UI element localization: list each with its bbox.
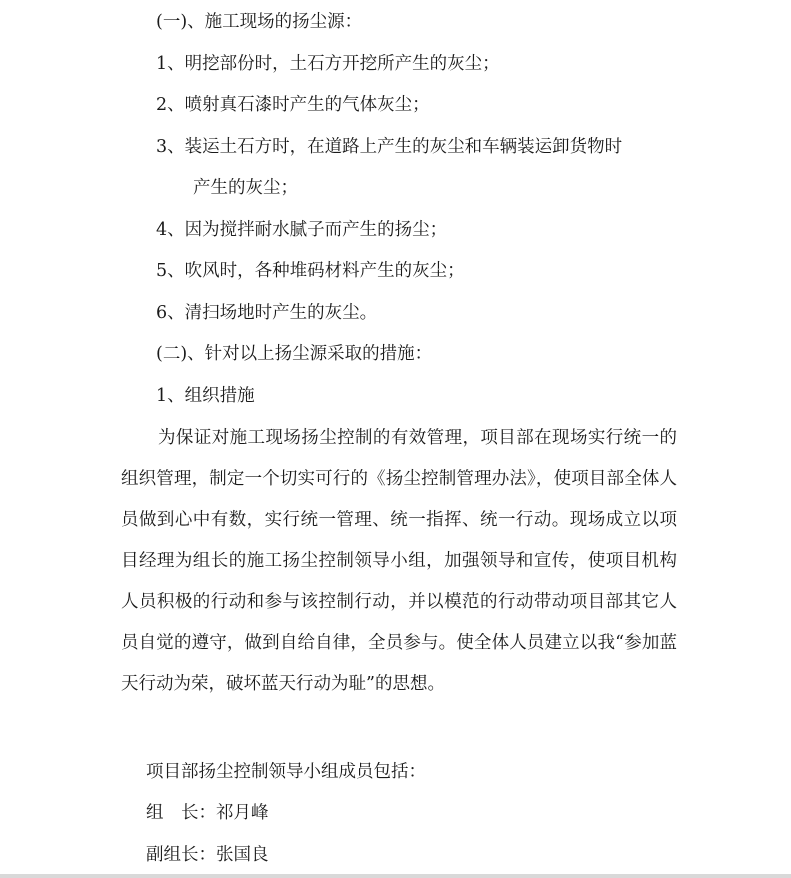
- list-item-continuation: 产生的灰尘；: [193, 178, 298, 198]
- page-bottom-edge: [0, 874, 791, 878]
- list-item: 2、喷射真石漆时产生的气体灰尘；: [156, 95, 430, 115]
- list-item: 1、明挖部份时，土石方开挖所产生的灰尘；: [156, 54, 500, 74]
- team-member-deputy: 副组长：张国良: [146, 845, 269, 865]
- team-intro: 项目部扬尘控制领导小组成员包括：: [146, 762, 426, 782]
- section-1-heading: (一)、施工现场的扬尘源：: [156, 12, 363, 32]
- team-member-leader: 组 长：祁月峰: [146, 803, 269, 823]
- list-item: 4、因为搅拌耐水腻子而产生的扬尘；: [156, 220, 448, 240]
- list-item: 5、吹风时，各种堆码材料产生的灰尘；: [156, 261, 465, 281]
- list-item: 3、装运土石方时，在道路上产生的灰尘和车辆装运卸货物时: [156, 137, 623, 157]
- list-item: 6、清扫场地时产生的灰尘。: [156, 303, 378, 323]
- sub-heading: 1、组织措施: [156, 386, 255, 406]
- body-paragraph: 为保证对施工现场扬尘控制的有效管理，项目部在现场实行统一的组织管理，制定一个切实可行的《扬尘控制管理办法》，使项目部全体人员做到心中有数，实行统一管理、统一指挥、统一行动。现场成立以项目经理为组长的施工扬尘控制领导小组，加强领导和宣传，使项目机构人员积极的行动和参与该控制行动，并以模范的行动带动项目部其它人员自觉的遵守，做到自给自律，全员参与。使全体人员建立以我“参加蓝天行动为荣，破坏蓝天行动为耻”的思想。: [121, 428, 677, 694]
- section-2-heading: (二)、针对以上扬尘源采取的措施：: [156, 344, 433, 364]
